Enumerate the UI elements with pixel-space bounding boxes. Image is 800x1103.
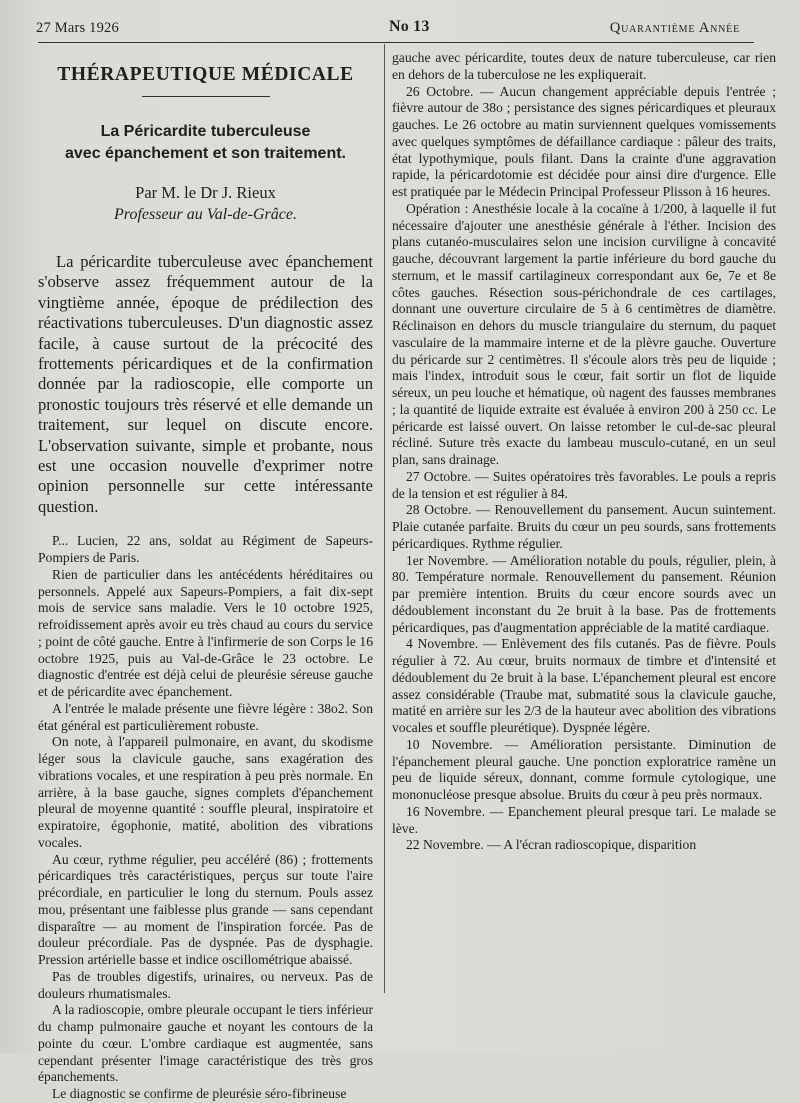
paragraph: Le diagnostic se confirme de pleurésie séro-fibrineuse — [52, 1086, 347, 1102]
paragraph: A la radioscopie, ombre pleurale occupant le tiers inférieur du champ pulmonaire gauche et noyant les contours de la pointe du cœur. L'ombre cardiaque est augmentée, sans cependant présenter l'image caractéristique des très gros épanchements. — [38, 1002, 373, 1085]
paragraph: On note, à l'appareil pulmonaire, en avant, du skodisme léger sous la clavicule gauche, sans exagération des vibrations vocales, et une respiration à peu près normale. En arrière, à la base gauche, signes complets d'épanchement pleural de moyenne quantité : souffle pleural, inspiratoire et expiratoire, égophonie, matité, abolition des vibrations vocales. — [38, 734, 373, 850]
issue-date: 27 Mars 1926 — [36, 20, 119, 36]
paragraph: Au cœur, rythme régulier, peu accéléré (86) ; frottements péricardiques très caractéristiques, perçus sur toute l'aire précordiale, en particulier le long du sternum. Pouls assez mou, présentant une faiblesse plus grande — sans cependant disparaître — au moment de l'inspiration forcée. Pas de douleur précordiale. Pas de dyspnée. Pas de dysphagie. Pression artérielle basse et indice oscillométrique abaissé. — [38, 851, 373, 968]
case-report-right — [392, 50, 776, 854]
paragraph: P... Lucien, 22 ans, soldat au Régiment de Sapeurs-Pompiers de Paris. — [38, 533, 373, 566]
case-report-left — [38, 533, 373, 1103]
right-column — [392, 50, 776, 854]
paragraph: 26 Octobre. — Aucun changement appréciable depuis l'entrée ; fièvre autour de 38o ; persistance des signes péricardiques et pleuraux gauches. Le 26 octobre au matin surviennent quelques vomissements avec quelques symptômes de défaillance cardiaque : pâleur des traits, état lypothymique, pouls filant. Dans la crainte d'une aggravation rapide, la péricardotomie est décidée pour ainsi dire d'urgence. Elle est pratiquée par le Médecin Principal Professeur Plisson à 16 heures. — [392, 83, 776, 199]
paragraph: Pas de troubles digestifs, urinaires, ou nerveux. Pas de douleurs rhumatismales. — [38, 968, 373, 1001]
paragraph: 27 Octobre. — Suites opératoires très favorables. Le pouls a repris de la tension et est régulier à 84. — [392, 468, 776, 501]
volume-year: Quarantième Année — [609, 20, 740, 36]
article-author: Par M. le Dr J. Rieux — [135, 183, 276, 202]
column-divider — [384, 44, 385, 993]
article-title — [38, 121, 373, 165]
paragraph: 22 Novembre. — A l'écran radioscopique, disparition — [406, 837, 697, 853]
author-affiliation: Professeur au Val-de-Grâce. — [114, 206, 297, 223]
paragraph: 28 Octobre. — Renouvellement du pansement. Aucun suintement. Plaie cutanée parfaite. Bruits du cœur un peu sourds, sans frottements péricardiques. Rythme régulier. — [392, 502, 776, 551]
paragraph: A l'entrée le malade présente une fièvre légère : 38o2. Son état général est particulièrement robuste. — [38, 700, 373, 733]
left-column — [38, 56, 373, 1103]
paragraph: gauche avec péricardite, toutes deux de nature tuberculeuse, car rien en dehors de la tuberculose ne les expliquerait. — [392, 50, 776, 82]
paragraph: Opération : Anesthésie locale à la cocaïne à 1/200, à laquelle il fut nécessaire d'ajouter une anesthésie générale à l'éther. Incision des plans cutanéo-musculaires selon une incision curviligne à concavité gauche, découvrant largement la partie inférieure du bord gauche du sternum, et le massif cartilagineux correspondant aux 6e, 7e et 8e côtes gauches. Résection sous-périchondrale de ces cartilages, donnant une ouverture circulaire de 5 à 6 centimètres de diamètre. Réclinaison en dehors du muscle triangulaire du sternum, du paquet vasculaire de la mammaire interne et de la plèvre gauche. Ouverture du péricarde sur 2 centimètres. Il s'écoule alors très peu de liquide ; mais l'index, introduit sous le cœur, fait sortir un flot de liquide séreux, un peu louche et hématique, où nagent des fausses membranes ; la quantité de liquide extraite est évaluée à environ 200 à 250 cc. Le péricarde est laissé ouvert. On laisse retomber le cul-de-sac pleural récliné. Suture très exacte du lambeau musculo-cutané, en un seul plan, sans drainage. — [392, 200, 776, 467]
running-header — [36, 14, 740, 40]
paragraph: 10 Novembre. — Amélioration persistante. Diminution de l'épanchement pleural gauche. Une ponction exploratrice ramène un peu de liquide séreux, donnant, comme formule cytologique, une mononucléose presque absolue. Bruits du cœur à peu près normaux. — [392, 736, 776, 802]
article-title-line2: avec épanchement et son traitement. — [65, 145, 346, 162]
paragraph: 16 Novembre. — Epanchement pleural presque tari. Le malade se lève. — [392, 803, 776, 836]
header-rule — [38, 42, 754, 43]
section-title: THÉRAPEUTIQUE MÉDICALE — [57, 64, 354, 85]
paragraph: Rien de particulier dans les antécédents héréditaires ou personnels. Appelé aux Sapeurs-Pompiers, a fait dix-sept mois de service sans maladie. Vers le 10 octobre 1925, refroidissement après avoir eu très chaud au cours du service ; point de côté gauche. Entre à l'infirmerie de son Corps le 16 octobre 1925, puis au Val-de-Grâce le 23 octobre. Le diagnostic d'entrée est déjà celui de pleurésie séreuse gauche et de péricardite avec épanchement. — [38, 566, 373, 700]
paragraph: 1er Novembre. — Amélioration notable du pouls, régulier, plein, à 80. Température normale. Renouvellement du pansement. Réunion par première intention. Bruits du cœur encore sourds avec un dédoublement inconstant du 2e bruit à la base. Pas de frottements péricardiques, pas d'augmentation appréciable de la matité cardiaque. — [392, 552, 776, 635]
article-title-line1: La Péricardite tuberculeuse — [100, 123, 311, 140]
article-intro: La péricardite tuberculeuse avec épanchement s'observe assez fréquemment autour de la vingtième année, époque de prédilection des réactivations tuberculeuses. D'un diagnostic assez facile, à cause surtout de la précocité des frottements péricardiques et de la confirmation donnée par la radioscopie, elle comporte un pronostic toujours très réservé et elle demande un traitement, sur lequel on discute encore. L'observation suivante, simple et probante, nous est une occasion nouvelle d'exprimer notre opinion personnelle sur cette intéressante question. — [38, 252, 373, 516]
issue-number: No 13 — [389, 18, 430, 35]
paragraph: 4 Novembre. — Enlèvement des fils cutanés. Pas de fièvre. Pouls régulier à 72. Au cœur, bruits normaux de timbre et d'intensité et dédoublement du 2e bruit à la base. L'épanchement pleural est encore assez considérable (Traube mat, submatité sous la clavicule gauche, matité en arrière sur les 2/3 de la hauteur avec abolition des vibrations vocales et souffle pleurétique). Dyspnée légère. — [392, 636, 776, 735]
title-rule — [142, 96, 270, 97]
